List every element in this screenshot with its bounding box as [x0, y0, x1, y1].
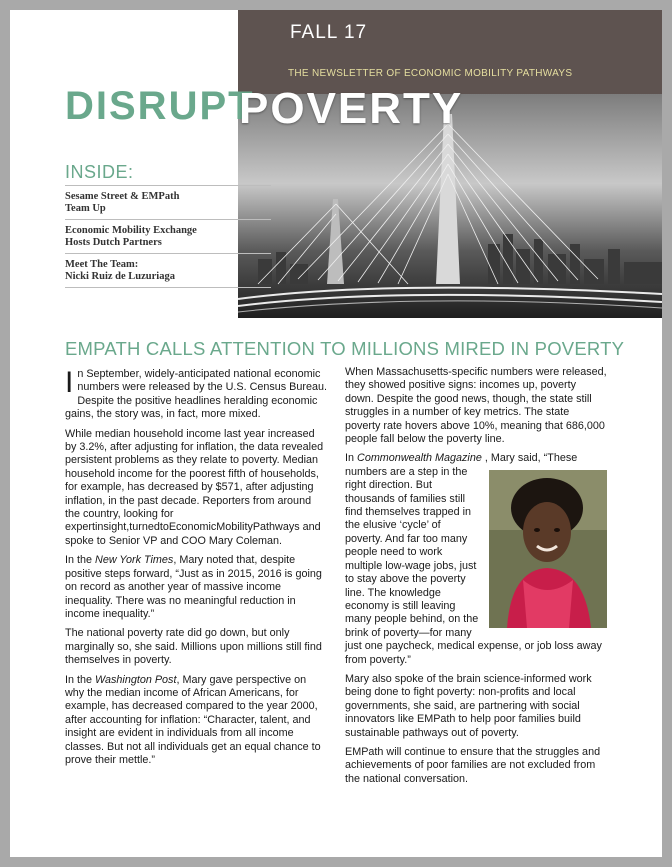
- article-paragraph: In the New York Times, Mary noted that, despite positive steps forward, “Just as in 2015, 2016 is going on record as another year of massive income inequality. There was no meaningful reduction in income inequality.”: [65, 554, 322, 620]
- article-paragraph: In September, widely-anticipated national economic numbers were released by the U.S. Census Bureau. Despite the positive headlines heralding economic gains, the story was, in fact, more mixed.: [65, 366, 328, 421]
- header-band: [238, 10, 662, 94]
- article-paragraph: In Commonwealth Magazine , Mary said, “These numbers are a step in the right direction. But thousands of families still find themselves trapped in the elusive ‘cycle’ of poverty. And far too many people need to work multiple low-wage jobs, just to stay above the poverty line. The knowledge economy is still leaving many people behind, on the brink of poverty—for many just one paycheck, medical expense, or job loss away from poverty.”: [345, 452, 607, 667]
- issue-season: FALL 17: [290, 22, 368, 43]
- inside-item-line1: Economic Mobility Exchange: [65, 225, 197, 236]
- publication-name: Washington Post: [95, 673, 177, 686]
- publication-name: Commonwealth Magazine: [357, 452, 482, 465]
- drop-cap: I: [65, 366, 74, 399]
- masthead-poverty: POVERTY: [239, 84, 464, 133]
- portrait-illustration: [489, 470, 607, 628]
- inside-list: [65, 185, 271, 288]
- article-paragraph: While median household income last year increased by 3.2%, after adjusting for inflation, the data revealed persistent problems as they relate to poverty. Median household income for the poorest fifth of households, for example, has decreased by $571, after adjusting inflation, in the past decade. Reporters from around the country, looking for expertinsight,turnedtoEconomicMobilityPathways and spoke to Senior VP and COO Mary Coleman.: [65, 427, 324, 547]
- inside-item[interactable]: [65, 186, 271, 220]
- publication-name: New York Times: [95, 554, 174, 567]
- article-paragraph: In the Washington Post, Mary gave perspective on why the median income of African Americans, for example, has decreased compared to the year 2000, after accounting for inflation: “Character, talent, and insight are evident in individuals from all income classes. But not all individuals get an equal chance to prove their mettle.”: [65, 673, 321, 766]
- article-paragraph: EMPath will continue to ensure that the struggles and achievements of poor families are not excluded from the national conversation.: [345, 745, 601, 785]
- inside-item-line2: Hosts Dutch Partners: [65, 237, 162, 248]
- article-paragraph: When Massachusetts-specific numbers were released, they showed positive signs: incomes up, poverty down. Despite the good news, though, the state still struggles in a number of key metrics. The state poverty rate hovers above 10%, meaning that 686,000 people fall below the poverty line.: [345, 366, 607, 446]
- portrait-photo: [489, 470, 607, 628]
- masthead-disrupt: DISRUPT: [65, 84, 255, 128]
- newsletter-page: [10, 10, 662, 857]
- article-headline: EMPATH CALLS ATTENTION TO MILLIONS MIRED IN POVERTY: [65, 338, 625, 359]
- article-paragraph: Mary also spoke of the brain science-informed work being done to fight poverty: non-profits and local governments, she said, are partnering with social innovators like EMPath to help poor families build sustainable pathways out of poverty.: [345, 672, 592, 739]
- article-column-left: [65, 368, 328, 773]
- article-column-right: [345, 366, 607, 792]
- inside-item[interactable]: [65, 254, 271, 288]
- inside-item-line1: Sesame Street & EMPath: [65, 191, 180, 202]
- inside-item-line1: Meet The Team:: [65, 259, 139, 270]
- newsletter-tagline: THE NEWSLETTER OF ECONOMIC MOBILITY PATHWAYS: [288, 68, 573, 79]
- inside-item-line2: Team Up: [65, 203, 106, 214]
- inside-label: INSIDE:: [65, 162, 134, 182]
- article-paragraph: The national poverty rate did go down, but only marginally so, she said. Millions upon millions still find themselves in poverty.: [65, 627, 322, 667]
- inside-item[interactable]: [65, 220, 271, 254]
- inside-item-line2: Nicki Ruiz de Luzuriaga: [65, 271, 175, 282]
